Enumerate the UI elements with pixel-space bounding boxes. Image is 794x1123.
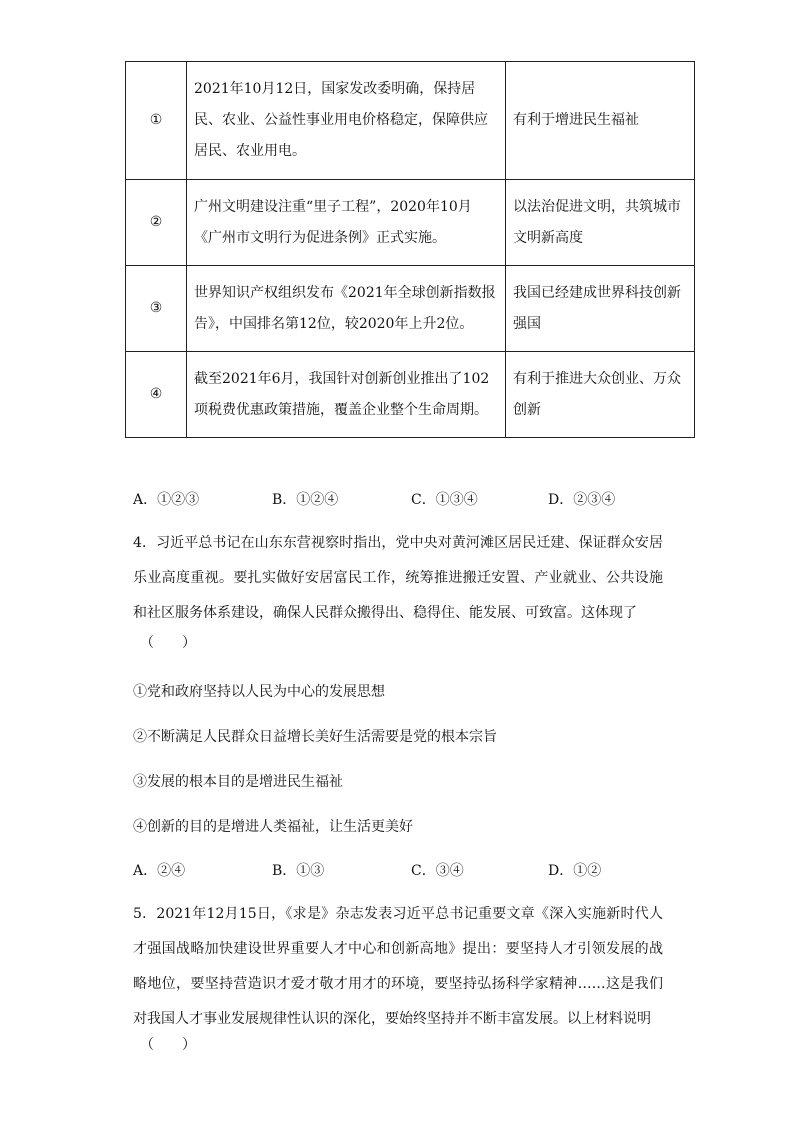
q4-item-4: ④创新的目的是增进人类福祉，让生活更美好 — [133, 819, 413, 835]
row-number: ① — [126, 62, 187, 180]
row-description: 截至2021年6月，我国针对创新创业推出了102项税费优惠政策措施，覆盖企业整个生命周期。 — [187, 352, 506, 438]
q3-options — [133, 490, 653, 510]
row-description: 广州文明建设注重“里子工程”，2020年10月《广州市文明行为促进条例》正式实施。 — [187, 180, 506, 266]
q4-option-d[interactable]: D．①② — [548, 863, 602, 879]
q4-item-1: ①党和政府坚持以人民为中心的发展思想 — [133, 684, 385, 700]
table-row — [126, 180, 695, 266]
row-number: ④ — [126, 352, 187, 438]
q4-answer-blank[interactable]: （ ） — [140, 635, 196, 651]
q5-stem: 5．2021年12月15日，《求是》杂志发表习近平总书记重要文章《深入实施新时代人才强国战略加快建设世界重要人才中心和创新高地》提出：要坚持人才引领发展的战略地位，要坚持营造识才爱才敬才用才的环境，要坚持弘扬科学家精神……这是我们对我国人才事业发展规律性认识的深化，要始终坚持并不断丰富发展。以上材料说明 — [133, 906, 663, 1027]
statement-table — [125, 61, 695, 438]
row-description: 世界知识产权组织发布《2021年全球创新指数报告》，中国排名第12位，较2020年上升2位。 — [187, 266, 506, 352]
q4-options — [133, 861, 653, 881]
row-conclusion: 以法治促进文明，共筑城市文明新高度 — [506, 180, 695, 266]
row-conclusion: 有利于推进大众创业、万众创新 — [506, 352, 695, 438]
table-row — [126, 62, 695, 180]
row-conclusion: 我国已经建成世界科技创新强国 — [506, 266, 695, 352]
row-description: 2021年10月12日，国家发改委明确，保持居民、农业、公益性事业用电价格稳定，保障供应居民、农业用电。 — [187, 62, 506, 180]
q4-stem: 4．习近平总书记在山东东营视察时指出，党中央对黄河滩区居民迁建、保证群众安居乐业高度重视。要扎实做好安居富民工作，统筹推进搬迁安置、产业就业、公共设施和社区服务体系建设，确保人民群众搬得出、稳得住、能发展、可致富。这体现了 — [133, 535, 663, 621]
q3-option-c[interactable]: C．①③④ — [411, 492, 478, 508]
q4-item-3: ③发展的根本目的是增进民生福祉 — [133, 774, 343, 790]
q4-item-2: ②不断满足人民群众日益增长美好生活需要是党的根本宗旨 — [133, 729, 497, 745]
row-number: ③ — [126, 266, 187, 352]
q3-option-a[interactable]: A．①②③ — [133, 492, 200, 508]
q3-option-d[interactable]: D．②③④ — [548, 492, 616, 508]
q4-option-a[interactable]: A．②④ — [133, 863, 186, 879]
q4-option-b[interactable]: B．①③ — [272, 863, 325, 879]
q3-option-b[interactable]: B．①②④ — [272, 492, 339, 508]
row-conclusion: 有利于增进民生福祉 — [506, 62, 695, 180]
q5-answer-blank[interactable]: （ ） — [140, 1037, 196, 1053]
q4-option-c[interactable]: C．③④ — [411, 863, 464, 879]
table-row — [126, 352, 695, 438]
row-number: ② — [126, 180, 187, 266]
table-row — [126, 266, 695, 352]
